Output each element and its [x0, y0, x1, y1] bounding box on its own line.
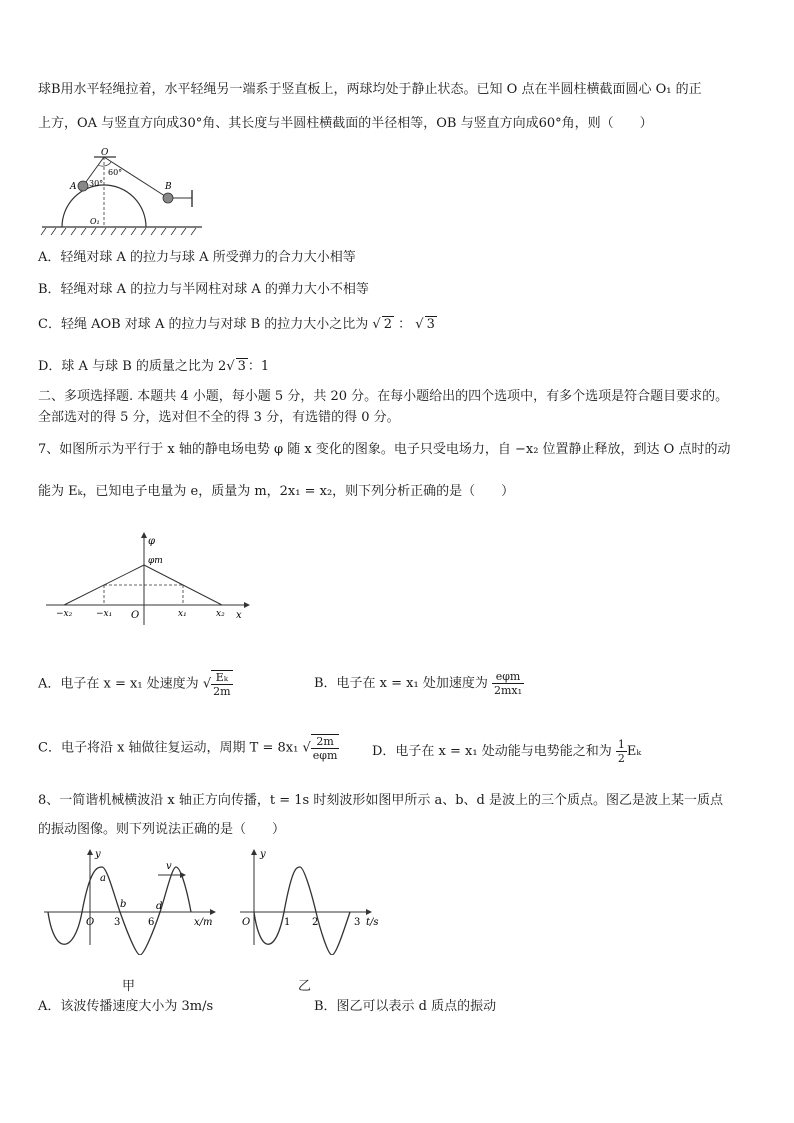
q8-caption-jia: 甲: [122, 979, 136, 994]
q7-option-a: A．电子在 x = x₁ 处速度为 √ $\frac{\text{Eₖ}}{2m}$: [38, 671, 231, 698]
q6-option-d: D．球 A 与球 B 的质量之比为 2√ 3 ：1: [38, 359, 270, 374]
section2-line1: 二、多项选择题. 本题共 4 小题，每小题 5 分，共 20 分。在每小题给出的四个选项中，有多个选项是符合题目要求的。: [38, 389, 729, 404]
q7-option-b-num: eφm: [492, 670, 524, 684]
label-v: v: [166, 861, 172, 872]
q6-option-c-text: C．轻绳 AOB 对球 A 的拉力与对球 B 的拉力大小之比为: [38, 317, 369, 332]
label-y: y: [95, 849, 101, 860]
q8-figure-yi: [236, 845, 386, 955]
label-o1: O₁: [90, 217, 100, 226]
q8-line2: 的振动图像。则下列说法正确的是（ ）: [38, 822, 286, 837]
label-neg-x1: −x₁: [96, 609, 113, 619]
section2-line2: 全部选对的得 5 分，选对但不全的得 3 分，有选错的得 0 分。: [38, 410, 400, 425]
label-1: 1: [284, 917, 291, 928]
label-a: A: [70, 182, 77, 192]
q6-option-b: B．轻绳对球 A 的拉力与半网柱对球 A 的弹力大小不相等: [38, 282, 369, 297]
q6-option-a: A．轻绳对球 A 的拉力与球 A 所受弹力的合力大小相等: [38, 250, 356, 265]
q7-option-d-text: D．电子在 x = x₁ 处动能与电势能之和为: [372, 744, 612, 759]
q6-line1: 球B用水平轻绳拉着，水平轻绳另一端系于竖直板上，两球均处于静止状态。已知 O 点在半圆柱横截面圆心 O₁ 的正: [38, 82, 702, 97]
label-o: O: [131, 610, 140, 621]
q7-option-d-num: 1: [617, 738, 625, 751]
q7-option-b: [314, 670, 524, 697]
q6-option-c-root2: 3: [426, 317, 435, 332]
label-o: O: [242, 917, 251, 928]
label-3: 3: [354, 917, 361, 928]
label-xm: x/m: [194, 917, 213, 928]
label-o: O: [101, 148, 109, 158]
q7-option-b-text: B．电子在 x = x₁ 处加速度为: [314, 676, 488, 691]
q7-option-c-num: 2m: [311, 735, 340, 749]
label-x1: x₁: [178, 609, 187, 619]
q6-option-d-text: D．球 A 与球 B 的质量之比为 2: [38, 359, 227, 374]
q7-option-c-den: eφm: [312, 749, 338, 762]
label-60: 60°: [108, 168, 123, 177]
q7-option-d-post: Eₖ: [626, 744, 642, 759]
q7-option-d: [372, 738, 641, 765]
q8-option-a: A．该波传播速度大小为 3m/s: [38, 999, 214, 1014]
label-y: y: [260, 849, 266, 860]
q8-caption-yi: 乙: [298, 979, 312, 994]
label-x: x: [236, 610, 242, 621]
q7-option-b-den: 2mx₁: [494, 684, 523, 697]
q7-option-c-text: C．电子将沿 x 轴做往复运动，周期 T = 8x₁: [38, 740, 299, 756]
label-2: 2: [312, 917, 319, 928]
label-b: B: [165, 182, 172, 192]
q6-line2: 上方，OA 与竖直方向成30°角、其长度与半圆柱横截面的半径相等，OB 与竖直方向成60°角，则（ ）: [38, 116, 653, 131]
label-6: 6: [148, 917, 155, 928]
q6-option-c: C．轻绳 AOB 对球 A 的拉力与对球 B 的拉力大小之比为 √ 2 ： √ 3: [38, 317, 435, 332]
q6-option-c-sep: ：: [398, 317, 412, 332]
label-x2: x₂: [216, 609, 225, 619]
q8-option-b: B．图乙可以表示 d 质点的振动: [314, 999, 497, 1014]
q6-option-d-post: ：1: [247, 359, 270, 374]
label-b: b: [120, 899, 127, 910]
q7-option-c: C．电子将沿 x 轴做往复运动，周期 T = 8x₁ √ $\frac{2m}{\text{eφm}}$: [38, 735, 338, 762]
q7-line2: 能为 Eₖ，已知电子电量为 e，质量为 m，2x₁ = x₂，则下列分析正确的是（ ）: [38, 484, 515, 499]
q6-figure: [40, 145, 210, 240]
label-phi: φ: [148, 536, 156, 547]
label-ts: t/s: [366, 917, 379, 928]
label-neg-x2: −x₂: [56, 609, 73, 619]
q8-line1: 8、一简谐机械横波沿 x 轴正方向传播，t = 1s 时刻波形如图甲所示 a、b、d 是波上的三个质点。图乙是波上某一质点: [38, 793, 723, 808]
q7-figure: [44, 530, 254, 625]
label-3: 3: [114, 917, 121, 928]
label-30: 30°: [89, 179, 104, 188]
ball-a: [78, 181, 88, 191]
label-a: a: [100, 873, 106, 884]
q8-figure-jia: [40, 845, 220, 955]
label-d: d: [156, 901, 163, 912]
q7-option-a-text: A．电子在 x = x₁ 处速度为: [38, 676, 199, 692]
q6-option-d-root: 3: [237, 359, 246, 374]
q7-option-d-den: 2: [617, 752, 625, 765]
label-phim: φm: [148, 556, 163, 566]
q7-option-a-den: 2m: [213, 685, 231, 698]
ball-b: [163, 193, 173, 203]
q7-line1: 7、如图所示为平行于 x 轴的静电场电势 φ 随 x 变化的图象。电子只受电场力，自 −x₂ 位置静止释放，到达 O 点时的动: [38, 442, 731, 457]
q6-option-c-root1: 2: [383, 317, 392, 332]
label-o: O: [86, 917, 95, 928]
q7-option-a-num: Eₖ: [211, 671, 232, 685]
